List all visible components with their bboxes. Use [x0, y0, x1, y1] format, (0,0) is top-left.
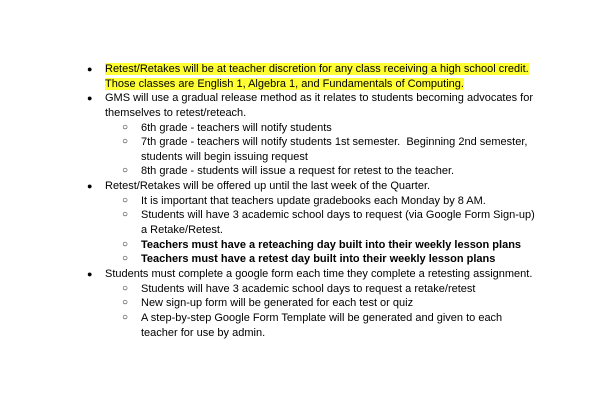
list-item-text — [141, 194, 486, 209]
item-text: 7th grade - teachers will notify students 1st semester. Beginning 2nd semester, — [141, 136, 528, 149]
list-item — [0, 267, 595, 282]
item-text: Students must complete a google form each time they complete a retesting assignment. — [105, 267, 533, 280]
item-text: 8th grade - students will issue a request for retest to the teacher. — [141, 165, 455, 178]
hollow-bullet-icon: ○ — [122, 297, 129, 309]
list-item — [0, 194, 595, 209]
highlighted-text: Those classes are English 1, Algebra 1, and Fundamentals of Computing. — [105, 77, 464, 90]
list-item-text — [105, 267, 532, 282]
list-item — [0, 62, 595, 77]
hollow-bullet-icon: ○ — [122, 311, 129, 323]
list-item-text — [141, 121, 332, 136]
highlighted-text: Retest/Retakes will be at teacher discretion for any class receiving a high school credit. — [105, 63, 529, 75]
hollow-bullet-icon: ○ — [122, 253, 129, 265]
list-item-text — [105, 77, 464, 92]
list-item-text — [141, 326, 265, 341]
list-item-continuation — [0, 223, 595, 238]
list-item-text — [105, 106, 246, 121]
list-item-text — [141, 252, 495, 267]
item-text: Teachers must have a retest day built into their weekly lesson plans — [141, 253, 496, 266]
list-item-continuation — [0, 150, 595, 165]
item-text: Students will have 3 academic school days to request a retake/retest — [141, 282, 476, 295]
list-item — [0, 121, 595, 136]
list-item-text — [105, 91, 533, 106]
list-item — [0, 311, 595, 326]
hollow-bullet-icon: ○ — [122, 165, 129, 177]
list-item-text — [141, 223, 223, 238]
filled-bullet-icon: ● — [87, 181, 93, 192]
list-item — [0, 164, 595, 179]
hollow-bullet-icon: ○ — [122, 136, 129, 148]
hollow-bullet-icon: ○ — [122, 282, 129, 294]
hollow-bullet-icon: ○ — [122, 194, 129, 206]
bullet-list — [0, 62, 595, 340]
item-text: themselves to retest/reteach. — [105, 106, 247, 119]
hollow-bullet-icon: ○ — [122, 238, 129, 250]
list-item-text — [105, 62, 529, 77]
list-item-continuation — [0, 106, 595, 121]
list-item — [0, 91, 595, 106]
list-item-continuation — [0, 326, 595, 341]
item-text: Retest/Retakes will be offered up until the last week of the Quarter. — [105, 180, 431, 193]
item-text: a Retake/Retest. — [141, 224, 223, 237]
item-text: New sign-up form will be generated for each test or quiz — [141, 297, 414, 310]
list-item-text — [141, 311, 502, 326]
item-text: A step-by-step Google Form Template will be generated and given to each — [141, 311, 503, 324]
item-text: Teachers must have a reteaching day built into their weekly lesson plans — [141, 238, 522, 251]
item-text: Students will have 3 academic school days to request (via Google Form Sign-up) — [141, 209, 535, 222]
item-text: teacher for use by admin. — [141, 326, 266, 339]
list-item-text — [141, 164, 454, 179]
item-text: GMS will use a gradual release method as it relates to students becoming advocates for — [105, 92, 534, 105]
list-item — [0, 208, 595, 223]
list-item — [0, 179, 595, 194]
filled-bullet-icon: ● — [87, 93, 93, 104]
list-item — [0, 252, 595, 267]
item-text: 6th grade - teachers will notify students — [141, 121, 332, 134]
list-item-text — [105, 179, 430, 194]
filled-bullet-icon: ● — [87, 64, 93, 74]
list-item-text — [141, 208, 535, 223]
list-item — [0, 296, 595, 311]
list-item-text — [141, 296, 413, 311]
item-text: students will begin issuing request — [141, 150, 308, 163]
list-item-text — [141, 135, 527, 150]
list-item-continuation — [0, 77, 595, 92]
list-item-text — [141, 282, 475, 297]
list-item — [0, 282, 595, 297]
hollow-bullet-icon: ○ — [122, 209, 129, 221]
filled-bullet-icon: ● — [87, 268, 93, 279]
list-item-text — [141, 238, 521, 253]
hollow-bullet-icon: ○ — [122, 121, 129, 133]
list-item — [0, 135, 595, 150]
list-item — [0, 238, 595, 253]
item-text: It is important that teachers update gradebooks each Monday by 8 AM. — [141, 194, 486, 207]
list-item-text — [141, 150, 308, 165]
